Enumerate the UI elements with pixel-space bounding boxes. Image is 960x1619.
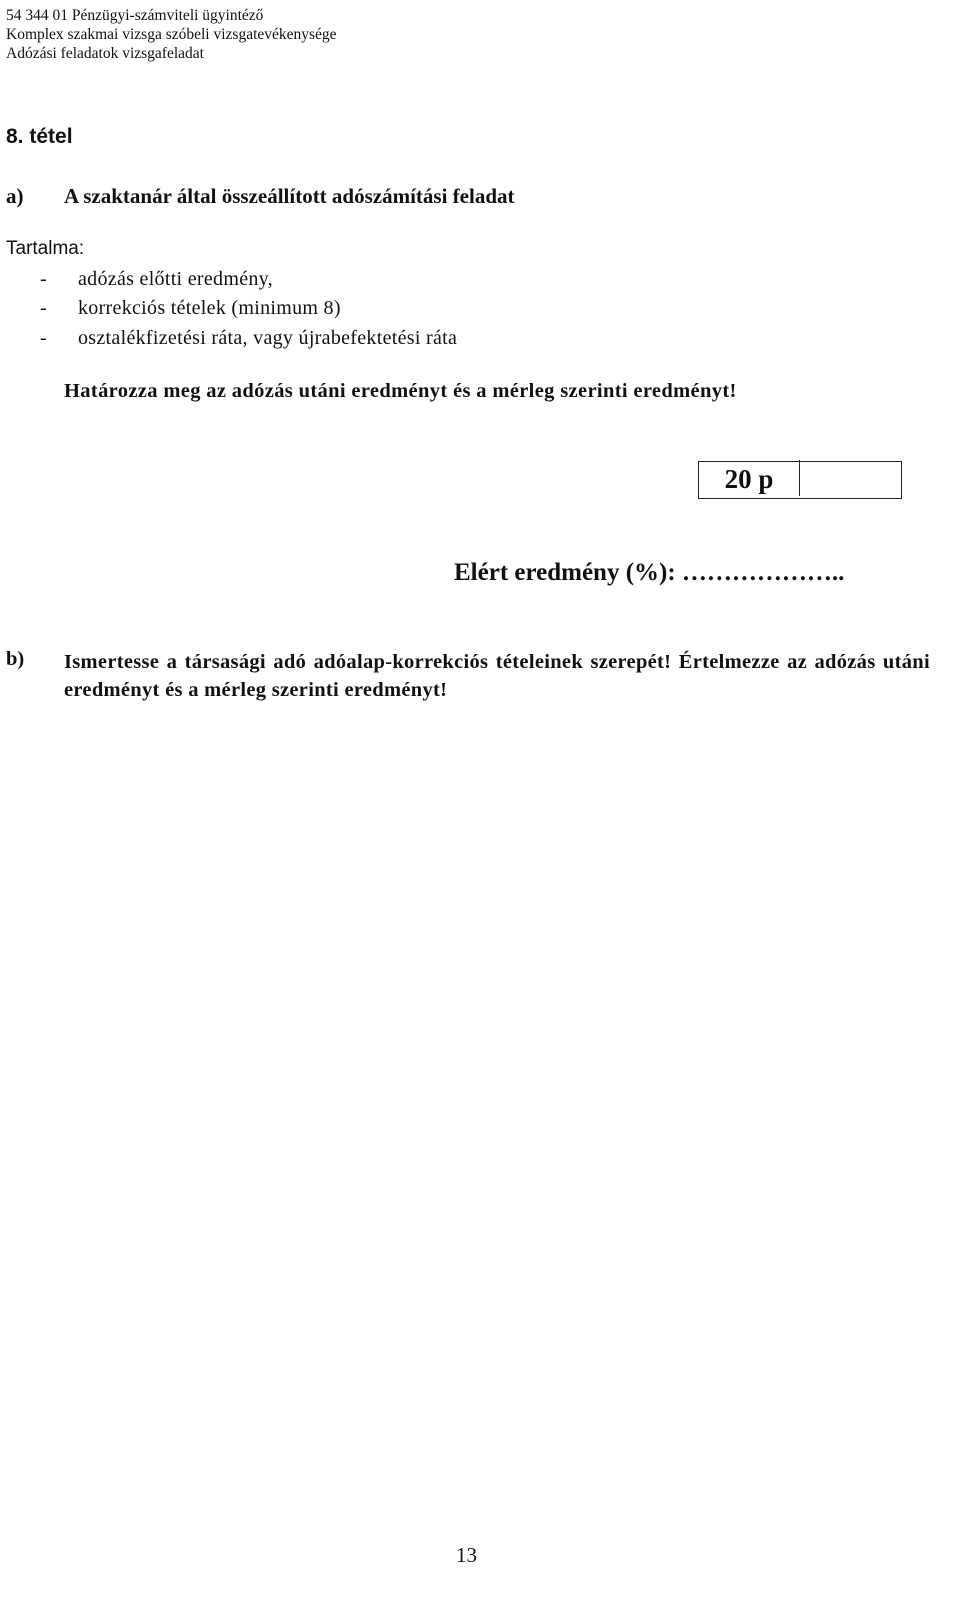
points-table	[698, 461, 902, 499]
header-exam-type: Komplex szakmai vizsga szóbeli vizsgatevékenysége	[6, 26, 337, 43]
task-a-label: a)	[6, 184, 24, 208]
list-item-dash: -	[40, 268, 47, 290]
task-a-title: A szaktanár által összeállított adószámítási feladat	[64, 184, 515, 208]
section-title: 8. tétel	[6, 125, 73, 148]
list-item: osztalékfizetési ráta, vagy újrabefektetési ráta	[78, 327, 458, 349]
list-item: adózás előtti eredmény,	[78, 268, 273, 290]
contents-label: Tartalma:	[6, 238, 85, 259]
header-qualification: 54 344 01 Pénzügyi-számviteli ügyintéző	[6, 7, 264, 24]
points-score-field[interactable]	[800, 462, 901, 498]
list-item: korrekciós tételek (minimum 8)	[78, 297, 341, 319]
task-b-label: b)	[6, 648, 25, 670]
header-task-type: Adózási feladatok vizsgafeladat	[6, 45, 204, 62]
task-a-instruction: Határozza meg az adózás utáni eredményt és a mérleg szerinti eredményt!	[64, 380, 737, 402]
points-value: 20 p	[699, 460, 800, 496]
list-item-dash: -	[40, 327, 47, 349]
result-label: Elért eredmény (%): ………………..	[454, 559, 845, 586]
page-number: 13	[456, 1543, 477, 1567]
task-b-text: Ismertesse a társasági adó adóalap-korrekciós tételeinek szerepét! Értelmezze az adózás utáni eredményt és a mérleg szerinti eredményt!	[64, 651, 930, 701]
list-item-dash: -	[40, 297, 47, 319]
